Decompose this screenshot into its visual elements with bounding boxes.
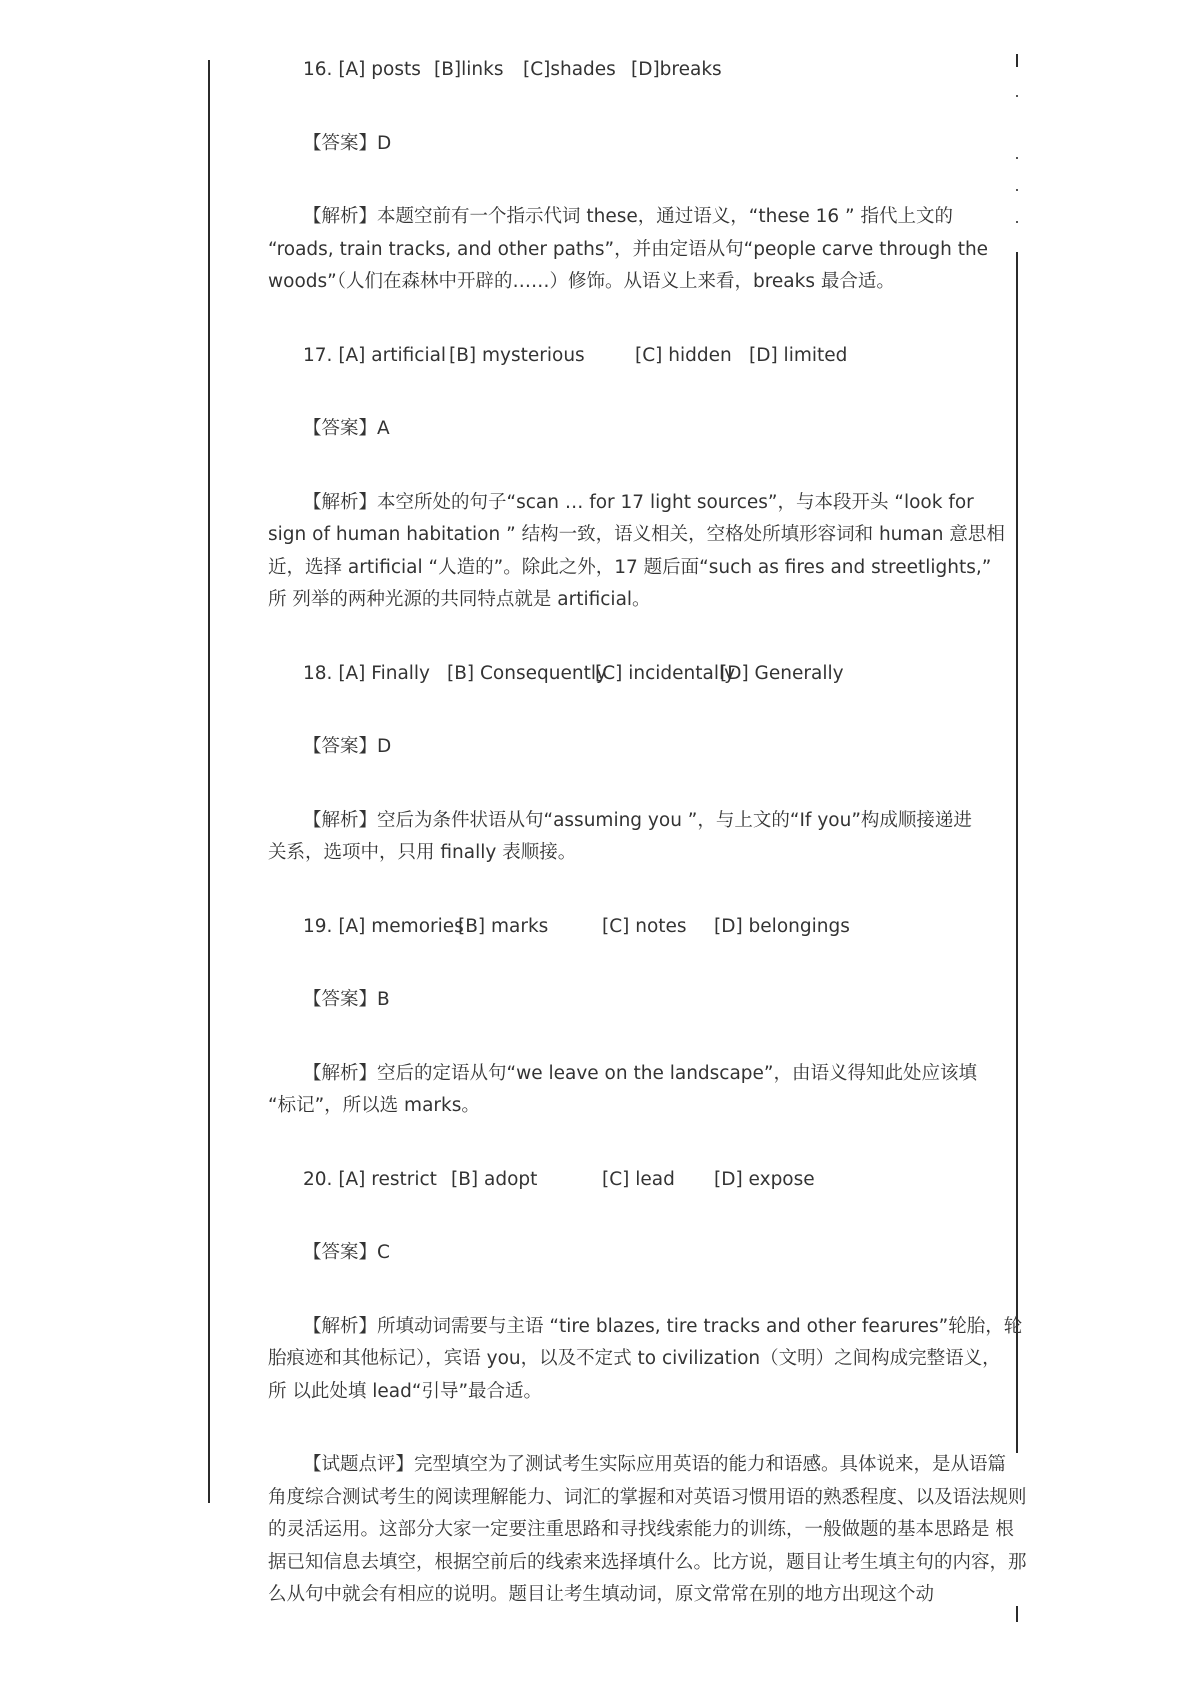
analysis-16 [0, 201, 1190, 299]
analysis-17 [0, 487, 1190, 617]
option-d: [D] belongings [714, 915, 850, 937]
analysis-line: 【解析】空后的定语从句“we leave on the landscape”，由语义得知此处应该填 [303, 1062, 978, 1084]
review-line: 的灵活运用。这部分大家一定要注重思路和寻找线索能力的训练，一般做题的基本思路是 根 [268, 1519, 1014, 1540]
option-c: [C] incidentally [595, 662, 736, 684]
analysis-line: 【解析】空后为条件状语从句“assuming you ”，与上文的“If you”构成顺接递进 [303, 809, 972, 831]
analysis-line: 所 列举的两种光源的共同特点就是 artificial。 [268, 589, 651, 610]
option-c: [C] hidden [635, 344, 732, 366]
analysis-line: 【解析】本题空前有一个指示代词 these，通过语义，“these 16 ” 指代上文的 [303, 206, 953, 227]
analysis-line: “标记”，所以选 marks。 [268, 1095, 480, 1116]
option-a [303, 1164, 437, 1197]
question-number: 16. [303, 59, 333, 80]
option-a-text: [A] Finally [338, 662, 431, 684]
analysis-18 [0, 805, 1190, 870]
option-d: [D] expose [714, 1168, 815, 1190]
option-a [303, 911, 464, 944]
analysis-line: 胎痕迹和其他标记），宾语 you，以及不定式 to civilization（文明）之间构成完整语义， [268, 1348, 1001, 1369]
answer-line: 【答案】D [303, 132, 392, 154]
question-17 [0, 340, 1190, 373]
answer-19 [0, 984, 1190, 1017]
answer-17 [0, 413, 1190, 446]
analysis-line: woods”（人们在森林中开辟的……）修饰。从语义上来看，breaks 最合适。 [268, 271, 895, 292]
question-number: 17. [303, 344, 333, 366]
option-a-text: [A] posts [338, 59, 421, 80]
document-body [0, 54, 1190, 1653]
question-number: 20. [303, 1168, 333, 1190]
answer-line: 【答案】A [303, 418, 390, 439]
question-number: 19. [303, 915, 333, 937]
question-18 [0, 658, 1190, 691]
analysis-line: 【解析】所填动词需要与主语 “tire blazes, tire tracks and other fearures”轮胎，轮 [303, 1315, 1023, 1337]
option-d: [D] limited [749, 344, 848, 366]
option-d: [D] Generally [720, 662, 844, 684]
answer-20 [0, 1237, 1190, 1270]
answer-line: 【答案】B [303, 989, 390, 1010]
analysis-line: 关系，选项中，只用 finally 表顺接。 [268, 842, 577, 863]
answer-line: 【答案】C [303, 1242, 390, 1263]
option-c: [C] lead [602, 1168, 675, 1190]
answer-16 [0, 128, 1190, 161]
analysis-line: 所 以此处填 lead“引导”最合适。 [268, 1380, 543, 1402]
review-line: 角度综合测试考生的阅读理解能力、词汇的掌握和对英语习惯用语的熟悉程度、以及语法规则 [268, 1486, 1027, 1508]
option-a-text: [A] restrict [338, 1168, 437, 1190]
question-19 [0, 911, 1190, 944]
option-b: [B]links [434, 59, 504, 80]
analysis-line: “roads, train tracks, and other paths”，并由定语从句“people carve through the [268, 238, 989, 260]
review-line: 据已知信息去填空，根据空前后的线索来选择填什么。比方说，题目让考生填主句的内容，那 [268, 1551, 1027, 1573]
answer-18 [0, 731, 1190, 764]
analysis-19 [0, 1058, 1190, 1123]
option-a-text: [A] artificial [338, 344, 447, 366]
review-line: 【试题点评】完型填空为了测试考生实际应用英语的能力和语感。具体说来，是从语篇 [303, 1454, 1007, 1475]
option-b: [B] mysterious [449, 344, 585, 366]
option-d: [D]breaks [631, 59, 722, 80]
analysis-line: 【解析】本空所处的句子“scan … for 17 light sources”，与本段开头 “look for [303, 491, 974, 513]
analysis-line: sign of human habitation ” 结构一致，语义相关，空格处所填形容词和 human 意思相 [268, 524, 1005, 545]
question-options-row [0, 911, 1190, 944]
review-line: 么从句中就会有相应的说明。题目让考生填动词，原文常常在别的地方出现这个动 [268, 1584, 935, 1605]
option-a [303, 658, 430, 691]
question-options-row [0, 340, 1190, 373]
option-a [303, 54, 421, 87]
analysis-20 [0, 1311, 1190, 1409]
question-options-row [0, 1164, 1190, 1197]
question-20 [0, 1164, 1190, 1197]
answer-line: 【答案】D [303, 736, 392, 757]
option-b: [B] Consequently [447, 662, 607, 684]
option-a-text: [A] memories [338, 915, 464, 937]
question-number: 18. [303, 662, 333, 684]
option-b: [B] adopt [451, 1168, 538, 1190]
question-16 [0, 54, 1190, 87]
option-a [303, 340, 446, 373]
option-c: [C] notes [602, 915, 687, 937]
analysis-line: 近，选择 artificial “人造的”。除此之外，17 题后面“such as fires and streetlights,” [268, 556, 992, 578]
review-paragraph [0, 1449, 1190, 1612]
option-c: [C]shades [523, 59, 616, 80]
option-b: [B] marks [458, 915, 549, 937]
question-options-row [0, 54, 1190, 87]
question-options-row [0, 658, 1190, 691]
